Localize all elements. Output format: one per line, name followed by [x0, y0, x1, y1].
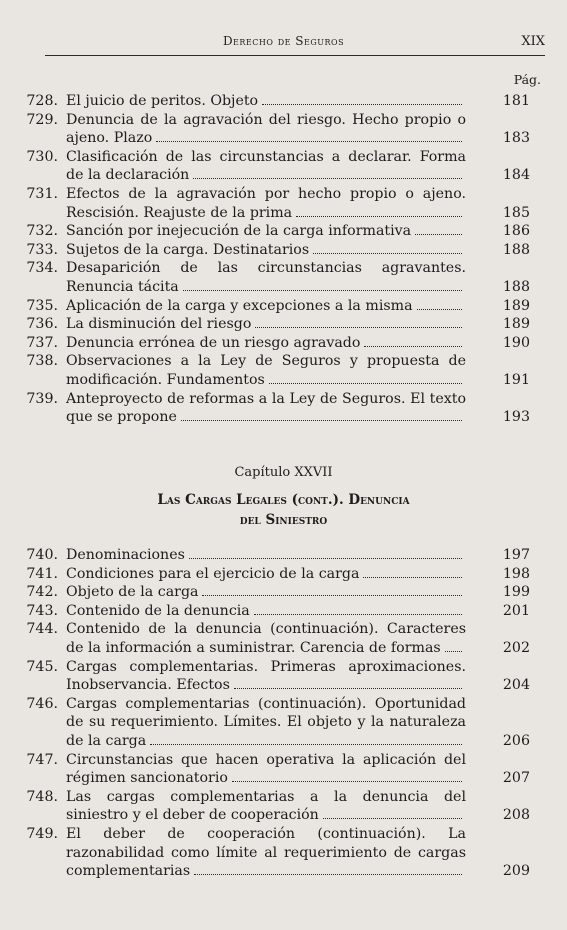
entry-page-number: 208: [502, 807, 530, 824]
dot-leader: [415, 234, 462, 235]
entry-number: 730.: [26, 148, 58, 165]
entry-page-number: 201: [502, 602, 530, 619]
entry-title: Condiciones para el ejercicio de la carga: [66, 565, 360, 582]
dot-leader: [363, 577, 462, 578]
entry-page-number: 198: [502, 565, 530, 582]
entry-title: Observaciones a la Ley de Seguros y propuesta de modificación. Fundamentos: [66, 353, 466, 388]
toc-entry: [10, 92, 530, 111]
toc-entry: [10, 241, 530, 260]
entry-number: 734.: [26, 260, 58, 277]
entry-number: 731.: [26, 185, 58, 202]
dot-leader: [202, 595, 462, 596]
entry-page-number: 202: [502, 639, 530, 656]
dot-leader: [189, 558, 462, 559]
dot-leader: [194, 874, 462, 875]
page-column-label: Pág.: [513, 72, 541, 87]
entry-title: Clasificación de las circunstancias a declarar. Forma de la declaración: [66, 148, 466, 184]
toc-entry: [10, 620, 530, 657]
dot-leader: [262, 104, 462, 105]
entry-number: 745.: [26, 658, 58, 675]
entry-number: 742.: [26, 584, 58, 601]
dot-leader: [313, 253, 462, 254]
entry-title: Efectos de la agravación por hecho propio o ajeno. Rescisión. Reajuste de la prima: [66, 185, 466, 221]
entry-page-number: 209: [502, 863, 530, 880]
entry-page-number: 193: [502, 409, 530, 426]
chapter-title-line2: del Siniestro: [239, 512, 328, 528]
header-title: Derecho de Seguros: [222, 34, 345, 48]
toc-entry: [10, 565, 530, 584]
entry-number: 735.: [26, 297, 58, 314]
dot-leader: [234, 688, 462, 689]
entry-number: 729.: [26, 111, 58, 128]
dot-leader: [156, 141, 462, 142]
header-rule: [45, 55, 545, 56]
entry-page-number: 184: [502, 167, 530, 184]
entry-page-number: 188: [502, 278, 530, 295]
entry-number: 732.: [26, 223, 58, 240]
entry-page-number: 190: [502, 334, 530, 351]
toc-entry: [10, 334, 530, 353]
toc-entry: [10, 390, 530, 427]
entry-number: 728.: [26, 93, 58, 109]
entry-title: Contenido de la denuncia: [66, 602, 250, 619]
entry-title: Desaparición de las circunstancias agravantes. Renuncia tácita: [66, 260, 466, 295]
dot-leader: [323, 818, 462, 819]
entry-page-number: 197: [502, 547, 530, 563]
entry-title: Cargas complementarias. Primeras aproximaciones. Inobservancia. Efectos: [66, 658, 466, 694]
entry-page-number: 188: [502, 241, 530, 258]
toc-entry: [10, 222, 530, 241]
toc-entry: [10, 315, 530, 334]
entry-title: Denominaciones: [66, 547, 185, 563]
entry-title: El juicio de peritos. Objeto: [66, 93, 259, 109]
toc-entry: [10, 602, 530, 621]
toc-list-top: [10, 92, 530, 427]
toc-entry: [10, 185, 530, 222]
entry-title: Sanción por inejecución de la carga informativa: [66, 223, 412, 240]
entry-title: Anteproyecto de reformas a la Ley de Seguros. El texto que se propone: [66, 390, 466, 426]
entry-number: 749.: [26, 825, 58, 842]
entry-page-number: 207: [502, 770, 530, 787]
entry-title: Denuncia de la agravación del riesgo. Hecho propio o ajeno. Plazo: [66, 111, 466, 147]
toc-entry: [10, 658, 530, 695]
entry-title: Sujetos de la carga. Destinatarios: [66, 241, 310, 258]
entry-number: 738.: [26, 353, 58, 370]
dot-leader: [181, 420, 462, 421]
dot-leader: [183, 290, 462, 291]
entry-title: Denuncia errónea de un riesgo agravado: [66, 334, 361, 351]
entry-number: 743.: [26, 602, 58, 619]
entry-page-number: 185: [502, 204, 530, 221]
entry-page-number: 183: [502, 130, 530, 147]
toc-entry: [10, 751, 530, 788]
dot-leader: [255, 327, 462, 328]
entry-title: Contenido de la denuncia (continuación). Caracteres de la información a suministrar. Carencia de formas: [66, 621, 466, 656]
entry-page-number: 181: [502, 93, 530, 109]
dot-leader: [232, 781, 462, 782]
dot-leader: [269, 383, 462, 384]
entry-title: Las cargas complementarias a la denuncia del siniestro y el deber de cooperación: [66, 788, 466, 824]
toc-list-bottom: [10, 546, 530, 881]
toc-entry: [10, 583, 530, 602]
toc-entry: [10, 259, 530, 296]
entry-number: 737.: [26, 334, 58, 351]
dot-leader: [150, 744, 462, 745]
dot-leader: [193, 178, 462, 179]
toc-entry: [10, 148, 530, 185]
entry-title: Circunstancias que hacen operativa la aplicación del régimen sancionatorio: [66, 751, 466, 787]
header-page-number: XIX: [521, 34, 545, 49]
toc-entry: [10, 546, 530, 565]
dot-leader: [296, 216, 462, 217]
entry-number: 740.: [26, 547, 58, 563]
entry-page-number: 191: [502, 371, 530, 388]
entry-page-number: 186: [502, 223, 530, 240]
running-header: [0, 34, 567, 54]
toc-entry: [10, 825, 530, 881]
entry-number: 748.: [26, 788, 58, 805]
entry-title: Objeto de la carga: [66, 584, 199, 601]
entry-title: Cargas complementarias (continuación). Oportunidad de su requerimiento. Límites. El objeto y la naturaleza de la carga: [66, 695, 466, 749]
entry-page-number: 199: [502, 584, 530, 601]
entry-number: 746.: [26, 695, 58, 712]
toc-entry: [10, 352, 530, 389]
entry-title: El deber de cooperación (continuación). La razonabilidad como límite al requerimiento de cargas complementarias: [66, 825, 466, 880]
dot-leader: [417, 309, 462, 310]
chapter-label: Capítulo XXVII: [234, 465, 333, 480]
chapter-title-line1: Las Cargas Legales (cont.). Denuncia: [157, 492, 410, 508]
toc-entry: [10, 297, 530, 316]
entry-number: 733.: [26, 241, 58, 258]
toc-entry: [10, 695, 530, 751]
entry-page-number: 189: [502, 316, 530, 333]
entry-number: 736.: [26, 316, 58, 333]
dot-leader: [445, 651, 462, 652]
entry-page-number: 204: [502, 677, 530, 694]
entry-number: 744.: [26, 621, 58, 638]
dot-leader: [364, 346, 462, 347]
entry-number: 739.: [26, 390, 58, 407]
toc-entry: [10, 111, 530, 148]
dot-leader: [254, 614, 462, 615]
toc-entry: [10, 788, 530, 825]
entry-page-number: 189: [502, 297, 530, 314]
entry-title: Aplicación de la carga y excepciones a la misma: [66, 297, 413, 314]
entry-number: 747.: [26, 751, 58, 768]
entry-number: 741.: [26, 565, 58, 582]
entry-page-number: 206: [502, 732, 530, 749]
entry-title: La disminución del riesgo: [66, 316, 252, 333]
